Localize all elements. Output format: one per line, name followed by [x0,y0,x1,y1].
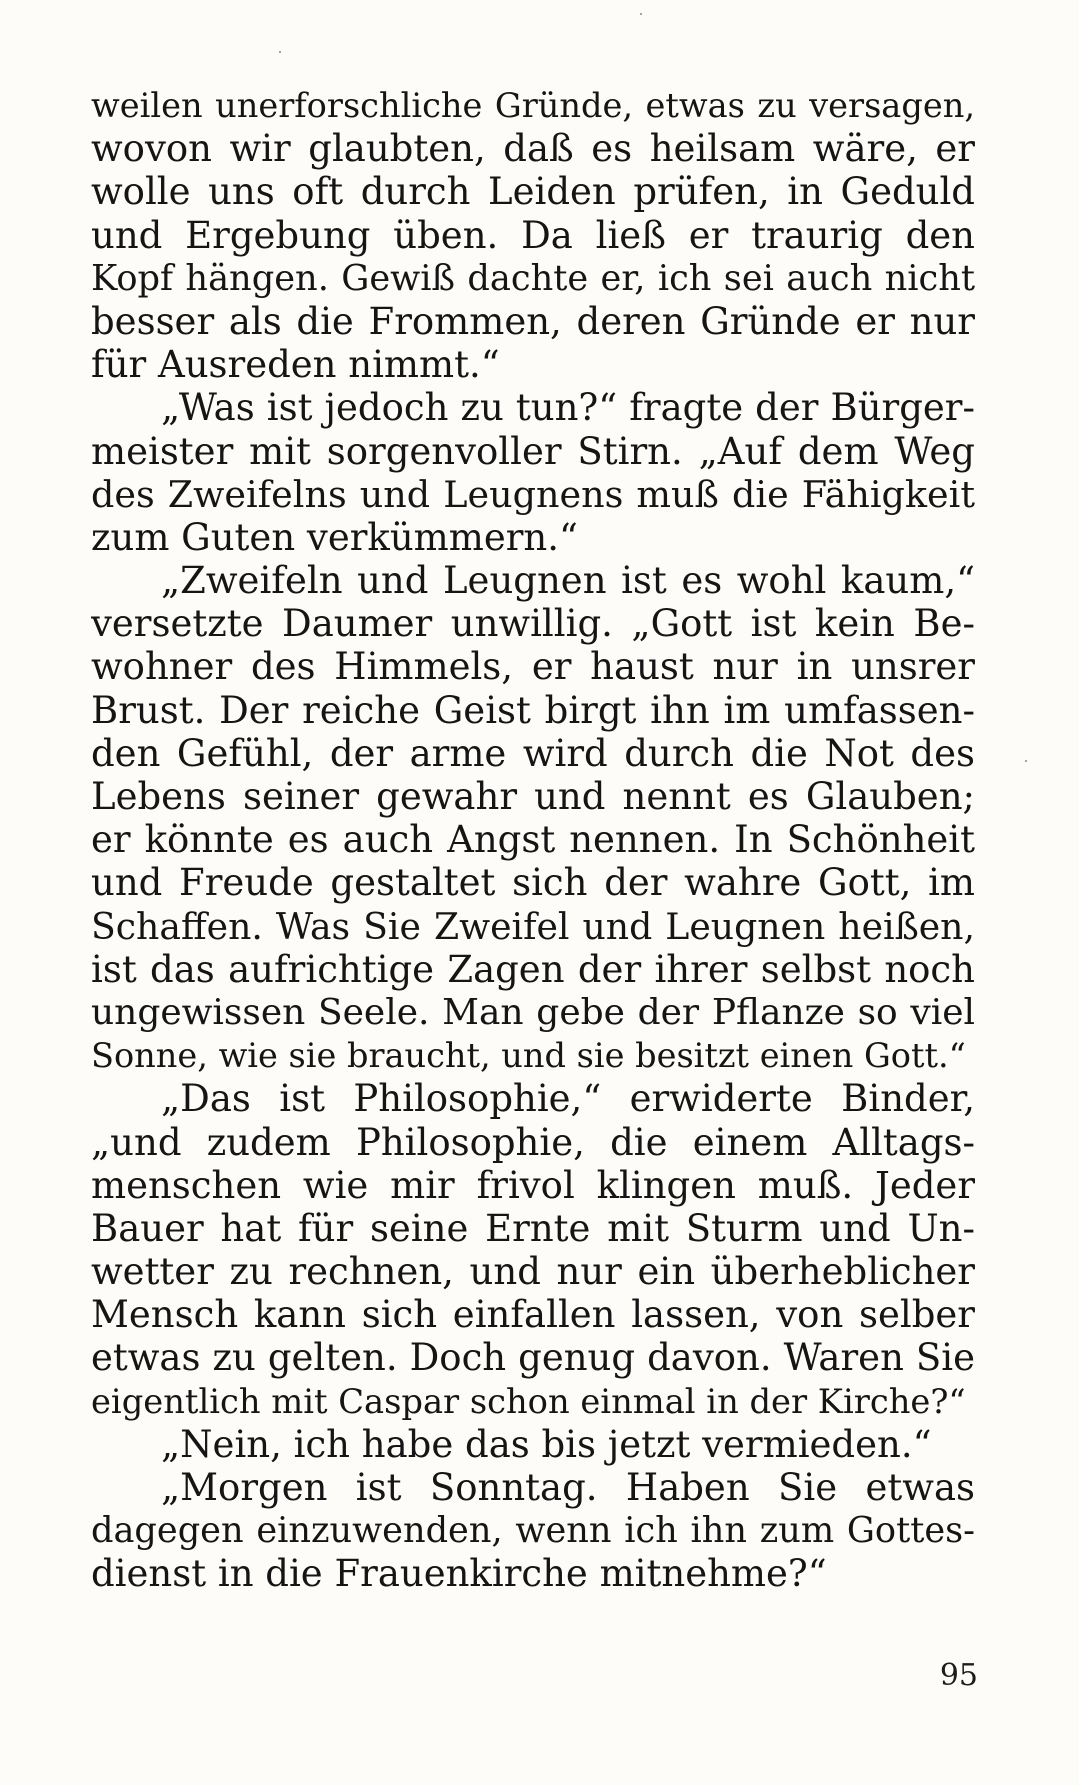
text-line: „Morgen ist Sonntag. Haben Sie etwas [161,1466,975,1509]
text-line: für Ausreden nimmt.“ [91,343,500,387]
text-line: „Das ist Philosophie,“ erwiderte Binder, [161,1077,975,1121]
text-line: ist das aufrichtige Zagen der ihrer selbst noch [91,947,975,991]
paper-speck [640,13,642,15]
text-line: er könnte es auch Angst nennen. In Schönheit [91,818,975,862]
text-line: zum Guten verkümmern.“ [91,515,578,559]
text-line: etwas zu gelten. Doch genug davon. Waren Sie [91,1336,975,1380]
text-line: meister mit sorgenvoller Stirn. „Auf dem Weg [91,429,975,473]
body-text [91,84,975,1596]
paper-speck [279,51,281,53]
text-line: „Nein, ich habe das bis jetzt vermieden.“ [161,1422,932,1466]
text-line: wolle uns oft durch Leiden prüfen, in Geduld [91,170,975,214]
text-line: Lebens seiner gewahr und nennt es Glauben; [91,775,975,818]
text-line: ungewissen Seele. Man gebe der Pflanze so viel [91,991,975,1033]
text-line: und Ergebung üben. Da ließ er traurig den [91,213,975,257]
text-line: wohner des Himmels, er haust nur in unsrer [91,645,975,689]
text-line: des Zweifelns und Leugnens muß die Fähigkeit [91,472,975,516]
text-line: eigentlich mit Caspar schon einmal in der Kirche?“ [91,1381,966,1421]
text-line: „und zudem Philosophie, die einem Alltags- [91,1120,975,1164]
text-line: wovon wir glaubten, daß es heilsam wäre, er [91,127,975,171]
text-line: versetzte Daumer unwillig. „Gott ist kein Be- [91,602,975,646]
text-line: dienst in die Frauenkirche mitnehme?“ [91,1552,827,1596]
text-line: menschen wie mir frivol klingen muß. Jeder [91,1163,975,1207]
text-line: wetter zu rechnen, und nur ein überheblicher [91,1250,975,1294]
text-line: Sonne, wie sie braucht, und sie besitzt einen Gott.“ [91,1036,966,1076]
text-line: dagegen einzuwenden, wenn ich ihn zum Gottes- [91,1510,975,1552]
text-line: „Was ist jedoch zu tun?“ fragte der Bürger- [161,386,975,430]
text-line: weilen unerforschliche Gründe, etwas zu versagen, [91,86,975,125]
paper-speck [1025,760,1027,762]
page-number: 95 [939,1658,978,1693]
text-line: „Zweifeln und Leugnen ist es wohl kaum,“ [161,559,975,603]
text-line: Bauer hat für seine Ernte mit Sturm und Un- [91,1206,975,1250]
text-line: Mensch kann sich einfallen lassen, von selber [91,1293,975,1337]
text-line: Brust. Der reiche Geist birgt ihn im umfassen- [91,688,975,732]
text-line: und Freude gestaltet sich der wahre Gott, im [91,861,975,905]
text-line: Schaffen. Was Sie Zweifel und Leugnen heißen, [91,904,975,948]
text-line: den Gefühl, der arme wird durch die Not des [91,731,975,775]
text-line: Kopf hängen. Gewiß dachte er, ich sei auch nicht [91,257,975,299]
text-line: besser als die Frommen, deren Gründe er nur [91,299,975,343]
